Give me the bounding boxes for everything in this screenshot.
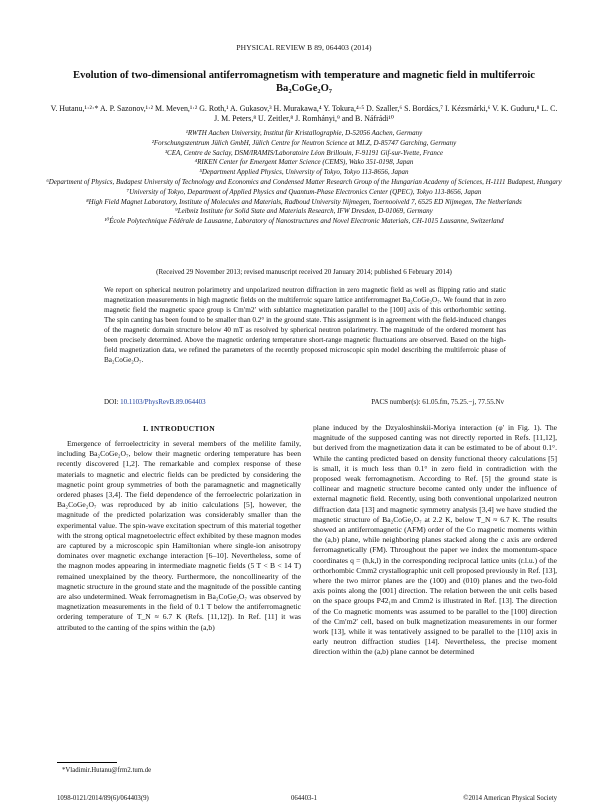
affiliation-1: ¹RWTH Aachen University, Institut für Kristallographie, D-52056 Aachen, Germany — [185, 129, 423, 137]
affiliation-4: ⁴RIKEN Center for Emergent Matter Science (CEMS), Wako 351-0198, Japan — [194, 158, 414, 167]
footnote-rule — [57, 762, 117, 763]
doi-label: DOI: — [104, 398, 119, 406]
paper-title: Evolution of two-dimensional antiferromagnetism with temperature and magnetic field in multiferroic Ba₂CoGe₂O₇ — [73, 70, 535, 94]
doi-line — [104, 398, 206, 406]
affiliation-10: ¹⁰École Polytechnique Fédérale de Lausanne, Laboratory of Nanostructures and Novel Electronic Materials, CH-1015 Lausanne, Switzerland — [104, 217, 504, 226]
affiliation-9: ⁹Leibniz Institute for Solid State and Materials Research, IFW Dresden, D-01069, Germany — [175, 207, 433, 216]
footer-page-number: 064403-1 — [290, 795, 318, 802]
author-list: V. Hutanu,¹·²·* A. P. Sazonov,¹·² M. Meven,¹·² G. Roth,¹ A. Gukasov,³ H. Murakawa,⁴ Y. Tokura,⁴·⁵ D. Szaller,⁶ S. Bordács,⁷ I. Kézsmárki,⁶ V. K. Guduru,⁸ L. C. J. M. Peters,⁸ U. Zeitler,⁸ J. Romhányi,⁹ and B. Náfrádi¹⁰ — [50, 104, 558, 124]
corresponding-email: *Vladimir.Hutanu@frm2.tum.de — [62, 767, 152, 774]
affiliation-2: ²Forschungszentrum Jülich GmbH, Jülich Centre for Neutron Science at MLZ, D-85747 Garching, Germany — [151, 138, 457, 147]
abstract: We report on spherical neutron polarimetry and unpolarized neutron diffraction in zero magnetic field as well as flipping ratio and static magnetization measurements in high magnetic fields on the multiferroic square lattice antiferromagnet Ba₂CoGe₂O₇. We found that in zero magnetic field the magnetic space group is Cm′m2′ with sublattice magnetization parallel to the [100] axis of this orthorhombic setting. The spin canting has been found to be smaller than 0.2° in the ground state. This assignment is in agreement with the field-induced changes of the magnetic domain structure below 40 mT as resolved by spherical neutron polarimetry. The magnitude of the ordered moment has been precisely determined. Above the magnetic ordering temperature short-range magnetic fluctuations are observed. Based on the high-field magnetization data, we refined the parameters of the recently proposed microscopic spin model describing the multiferroic phase of Ba₂CoGe₂O₇. — [104, 286, 506, 364]
section-heading: I. INTRODUCTION — [142, 424, 215, 433]
affiliation-8: ⁸High Field Magnet Laboratory, Institute of Molecules and Materials, Radboud University Nijmegen, Toernooiveld 7, 6525 ED Nijmegen, The Netherlands — [86, 197, 522, 206]
affiliations — [40, 129, 568, 227]
doi-link[interactable]: 10.1103/PhysRevB.89.064403 — [120, 398, 206, 406]
affiliation-5: ⁵Department Applied Physics, University of Tokyo, Tokyo 113-8656, Japan — [199, 168, 409, 177]
footer-issn: 1098-0121/2014/89(6)/064403(9) — [57, 795, 149, 802]
affiliation-3: ³CEA, Centre de Saclay, DSM/IRAMIS/Laboratoire Léon Brillouin, F-91191 Gif-sur-Yvette, France — [164, 148, 444, 157]
body-column-left: Emergence of ferroelectricity in several members of the melilite family, including Ba₂CoGe₂O₇, below their magnetic ordering temperature has been recently discovered [1,2]. The remarkable and complex response of these materials to magnetic and electric fields can be predicted by considering the magnetic point group symmetries of both the paramagnetic and magnetically ordered phases [3,4]. The field dependence of the ferroelectric polarization in Ba₂CoGe₂O₇ was reproduced by ab initio calculations [5], however, the magnitude of the predicted polarization was considerably smaller than the experimental value. The spin-wave excitation spectrum of this material together with the strong optical magnetoelectric effect exhibited by these magnon modes are captured by a microscopic spin Hamiltonian where single-ion anisotropy dominates over magnetic exchange interaction [6–10]. Nevertheless, some of the magnon modes appearing in intermediate magnetic fields (5 T < B < 14 T) remained unexplained by the theory. Furthermore, the noncollinearity of the magnetic structure in the ground state and the magnitude of the possible canting are also undetermined. Weak ferromagnetism in Ba₂CoGe₂O₇ was observed by magnetization measurements in the field of 0.1 T below the antiferromagnetic ordering temperature of T_N ≈ 6.7 K (Refs. [11,12]). In Ref. [11] it was attributed to the canting of the spins within the (a,b) — [57, 439, 301, 632]
footer-copyright: ©2014 American Physical Society — [463, 795, 557, 802]
journal-header: PHYSICAL REVIEW B 89, 064403 (2014) — [236, 43, 372, 52]
affiliation-6: ⁶Department of Physics, Budapest University of Technology and Economics and Condensed Matter Research Group of the Hungarian Academy of Sciences, H-1111 Budapest, Hungary — [46, 177, 562, 186]
pacs-numbers: PACS number(s): 61.05.fm, 75.25.−j, 77.55.Nv — [371, 398, 504, 406]
affiliation-7: ⁷University of Tokyo, Department of Applied Physics and Quantum-Phase Electronics Center (QPEC), Tokyo 113-8656, Japan — [126, 187, 482, 196]
body-column-right: plane induced by the Dzyaloshinskii-Moriya interaction (φ′ in Fig. 1). The magnitude of the supposed canting was not directly reported in Refs. [11,12], but derived from the magnetization data it can be estimated to be of about 0.1°. While the canting predicted based on density functional theory calculations [5] is small, it is much less than 0.1° in zero field in contradiction with the proposed weak ferromagnetism. According to Ref. [5] the ground state is collinear and magnetic structure become canted only under the influence of external magnetic field. Recently, using both conventional unpolarized neutron diffraction data [13] and magnetic symmetry analysis [3,4] we have studied the magnetic structure of Ba₂CoGe₂O₇ at 2.2 K, below T_N ≈ 6.7 K. The results showed an antiferromagnetic (AFM) order of the Co magnetic moments within the (a,b) plane, while neighboring planes stacked along the c axis are ordered ferromagnetically (FM). Throughout the paper we index the momentum-space coordinates q = (h,k,l) in the corresponding reciprocal lattice units (r.l.u.) of the orthorhombic Cmm2 crystallographic unit cell proposed previously in Ref. [13], where the two mirror planes are the (100) and (010) planes and the two-fold axis points along the [001] direction. The relation between the unit cells based on the space groups P4̄2₁m and Cmm2 is illustrated in Ref. [13]. The direction of the Co magnetic moments was assumed to be parallel to the [100] direction of the Cm′m2′ cell, based on bulk magnetization measurements in our former work [13], while it was tentatively assigned to be parallel to the [110] axis in early neutron diffraction studies [14]. Nevertheless, the precise moment direction within the (a,b) plane cannot be determined — [313, 423, 558, 657]
received-dates: (Received 29 November 2013; revised manuscript received 20 January 2014; published 6 February 2014) — [156, 268, 452, 276]
